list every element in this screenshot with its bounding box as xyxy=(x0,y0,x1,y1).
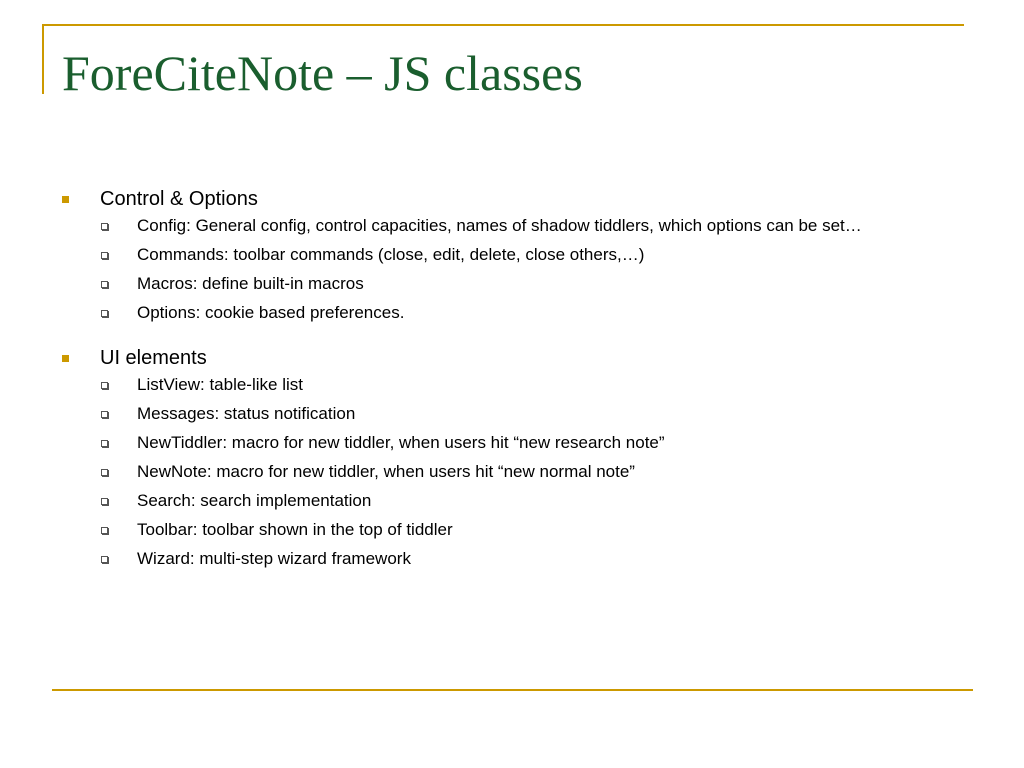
bullet-text: Config: General config, control capacities, names of shadow tiddlers, which options can be set… xyxy=(137,216,862,235)
section-control-options xyxy=(60,184,940,325)
hollow-square-bullet-icon xyxy=(101,440,108,447)
section-heading: Control & Options xyxy=(100,188,258,210)
bullet-level2 xyxy=(60,489,940,513)
hollow-square-bullet-icon xyxy=(101,469,108,476)
hollow-square-bullet-icon xyxy=(101,411,108,418)
hollow-square-bullet-icon xyxy=(101,498,108,505)
slide-title: ForeCiteNote – JS classes xyxy=(62,45,583,101)
section-heading: UI elements xyxy=(100,347,207,369)
square-bullet-icon xyxy=(62,196,69,203)
square-bullet-icon xyxy=(62,355,69,362)
hollow-square-bullet-icon xyxy=(101,281,108,288)
bullet-level2 xyxy=(60,214,940,238)
hollow-square-bullet-icon xyxy=(101,527,108,534)
section-ui-elements xyxy=(60,343,940,571)
bullet-level2 xyxy=(60,460,940,484)
bullet-level1 xyxy=(60,184,940,214)
hollow-square-bullet-icon xyxy=(101,223,108,230)
slide-body xyxy=(60,184,940,589)
bottom-rule xyxy=(52,689,973,691)
bullet-text: Macros: define built-in macros xyxy=(137,274,364,293)
bullet-level1 xyxy=(60,343,940,373)
bullet-level2 xyxy=(60,402,940,426)
bullet-text: NewTiddler: macro for new tiddler, when users hit “new research note” xyxy=(137,433,665,452)
hollow-square-bullet-icon xyxy=(101,310,108,317)
bullet-text: ListView: table-like list xyxy=(137,375,303,394)
bullet-level2 xyxy=(60,272,940,296)
bullet-level2 xyxy=(60,431,940,455)
hollow-square-bullet-icon xyxy=(101,252,108,259)
bullet-text: Search: search implementation xyxy=(137,491,372,510)
bullet-text: Messages: status notification xyxy=(137,404,356,423)
bullet-level2 xyxy=(60,301,940,325)
left-rule xyxy=(42,24,44,94)
bullet-text: Options: cookie based preferences. xyxy=(137,303,405,322)
bullet-text: Wizard: multi-step wizard framework xyxy=(137,549,411,568)
hollow-square-bullet-icon xyxy=(101,556,108,563)
bullet-level2 xyxy=(60,518,940,542)
top-rule xyxy=(42,24,964,26)
bullet-level2 xyxy=(60,243,940,267)
bullet-text: NewNote: macro for new tiddler, when users hit “new normal note” xyxy=(137,462,635,481)
hollow-square-bullet-icon xyxy=(101,382,108,389)
bullet-text: Toolbar: toolbar shown in the top of tiddler xyxy=(137,520,453,539)
bullet-text: Commands: toolbar commands (close, edit, delete, close others,…) xyxy=(137,245,645,264)
bullet-level2 xyxy=(60,547,940,571)
bullet-level2 xyxy=(60,373,940,397)
